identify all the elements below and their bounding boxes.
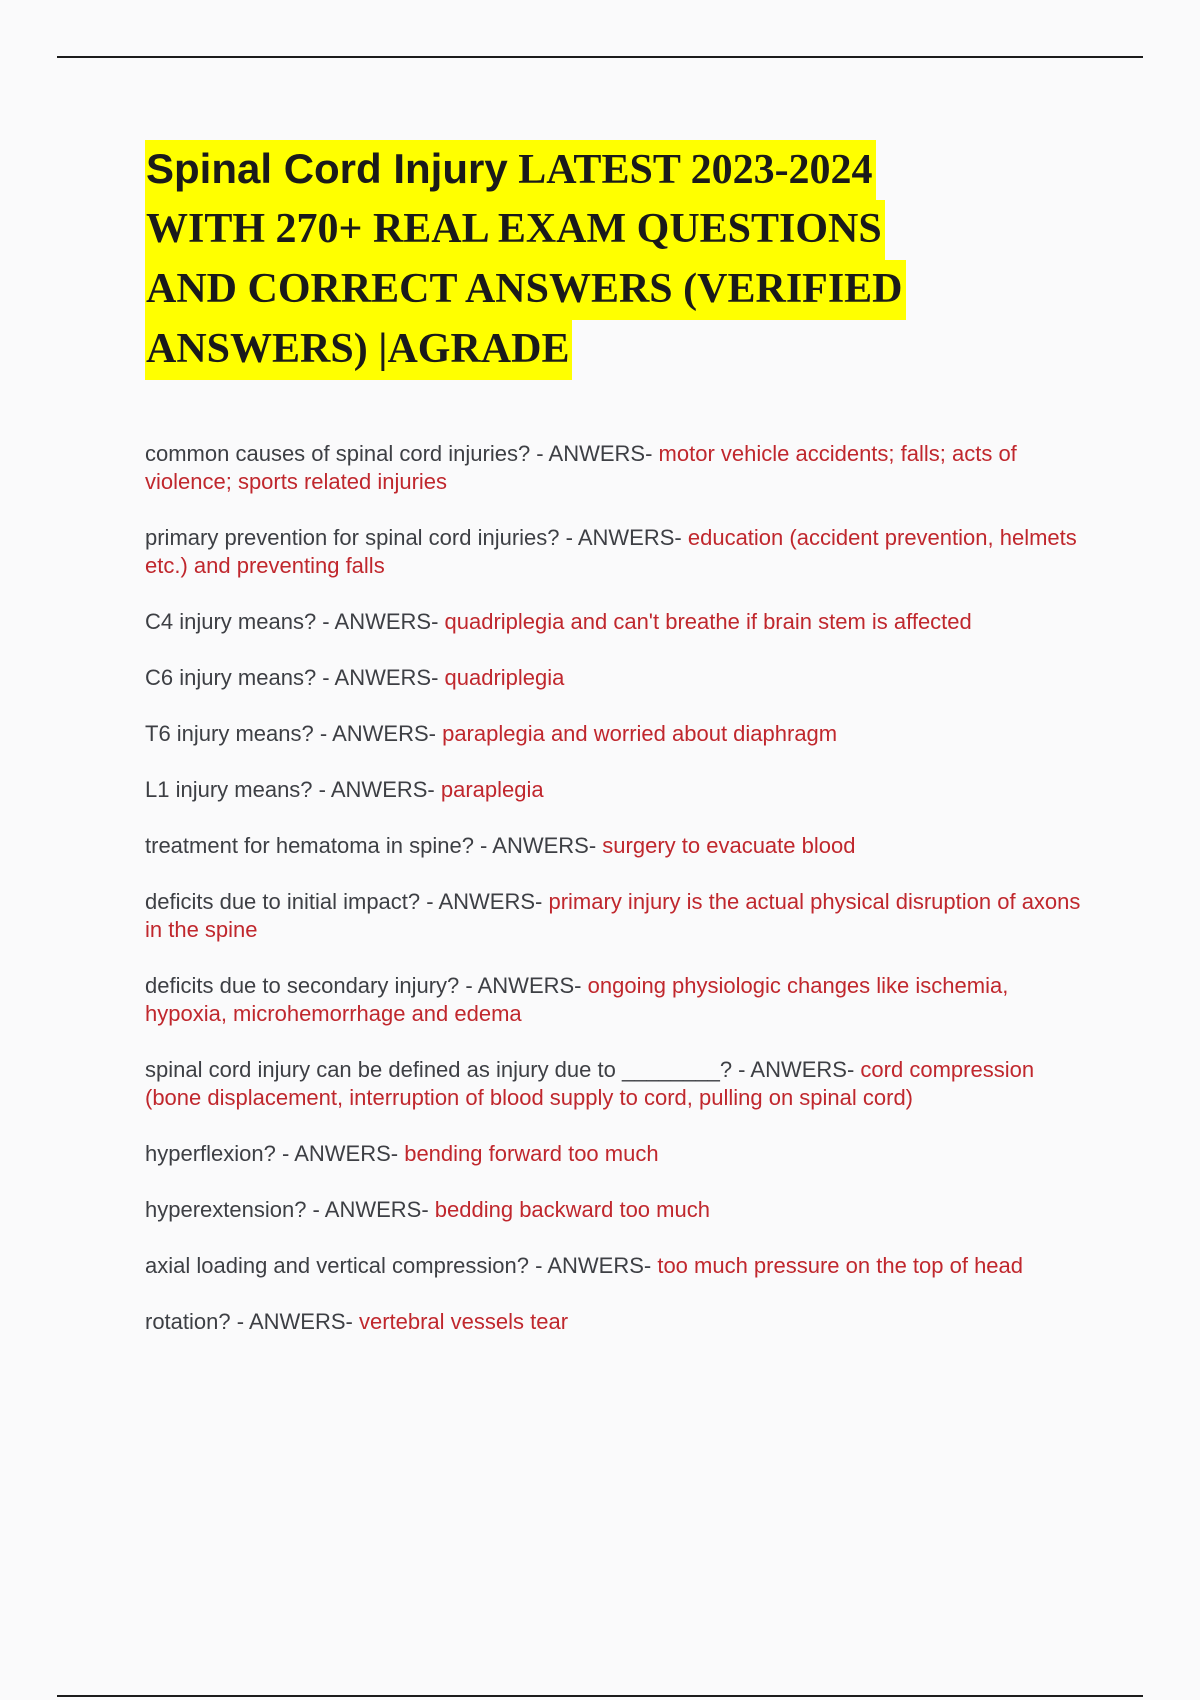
question-text: axial loading and vertical compression? - ANWERS- [145, 1253, 658, 1278]
answer-text: paraplegia and worried about diaphragm [442, 721, 838, 746]
title-line-1 [145, 140, 876, 200]
title-line-2-serif: WITH 270+ REAL EXAM QUESTIONS [146, 206, 882, 252]
qa-item [145, 1140, 1085, 1168]
answer-text: ongoing physiologic changes like ischemia, hypoxia, microhemorrhage and edema [145, 973, 1009, 1026]
answer-text: too much pressure on the top of head [657, 1253, 1024, 1278]
answer-text: surgery to evacuate blood [602, 833, 856, 858]
title-line-3 [145, 260, 906, 320]
bottom-rule [57, 1695, 1143, 1697]
question-text: treatment for hematoma in spine? - ANWERS- [145, 833, 603, 858]
title-line-1-serif: LATEST 2023-2024 [507, 147, 873, 193]
document-title [145, 140, 1045, 380]
question-text: C4 injury means? - ANWERS- [145, 609, 445, 634]
answer-text: paraplegia [440, 777, 544, 802]
title-line-4 [145, 320, 572, 380]
qa-item [145, 1196, 1085, 1224]
qa-item [145, 776, 1085, 804]
answer-text: primary injury is the actual physical disruption of axons in the spine [145, 889, 1081, 942]
question-text: common causes of spinal cord injuries? - ANWERS- [145, 441, 659, 466]
top-rule [57, 56, 1143, 58]
answer-text: bedding backward too much [434, 1197, 710, 1222]
qa-item [145, 664, 1085, 692]
title-line-2 [145, 200, 885, 260]
qa-item [145, 1308, 1085, 1336]
question-text: hyperextension? - ANWERS- [145, 1197, 435, 1222]
question-text: primary prevention for spinal cord injuries? - ANWERS- [145, 525, 688, 550]
question-text: spinal cord injury can be defined as injury due to ________? - ANWERS- [145, 1057, 861, 1082]
qa-item [145, 1252, 1085, 1280]
question-text: deficits due to initial impact? - ANWERS- [145, 889, 549, 914]
qa-item [145, 1056, 1085, 1112]
answer-text: quadriplegia [444, 665, 565, 690]
answer-text: education (accident prevention, helmets etc.) and preventing falls [145, 525, 1077, 578]
answer-text: quadriplegia and can't breathe if brain stem is affected [444, 609, 972, 634]
qa-list [145, 440, 1085, 1364]
answer-text: cord compression (bone displacement, interruption of blood supply to cord, pulling on spinal cord) [145, 1057, 1035, 1110]
question-text: rotation? - ANWERS- [145, 1309, 359, 1334]
answer-text: vertebral vessels tear [358, 1309, 569, 1334]
question-text: T6 injury means? - ANWERS- [145, 721, 443, 746]
title-line-1-sans: Spinal Cord Injury [146, 145, 508, 192]
qa-item [145, 888, 1085, 944]
question-text: C6 injury means? - ANWERS- [145, 665, 445, 690]
qa-item [145, 440, 1085, 496]
qa-item [145, 972, 1085, 1028]
qa-item [145, 524, 1085, 580]
title-line-4-serif: ANSWERS) |AGRADE [146, 326, 570, 372]
qa-item [145, 608, 1085, 636]
question-text: L1 injury means? - ANWERS- [145, 777, 441, 802]
question-text: hyperflexion? - ANWERS- [145, 1141, 405, 1166]
qa-item [145, 720, 1085, 748]
answer-text: bending forward too much [404, 1141, 659, 1166]
answer-text: motor vehicle accidents; falls; acts of violence; sports related injuries [145, 441, 1017, 494]
title-line-3-serif: AND CORRECT ANSWERS (VERIFIED [146, 266, 903, 312]
qa-item [145, 832, 1085, 860]
question-text: deficits due to secondary injury? - ANWERS- [145, 973, 588, 998]
